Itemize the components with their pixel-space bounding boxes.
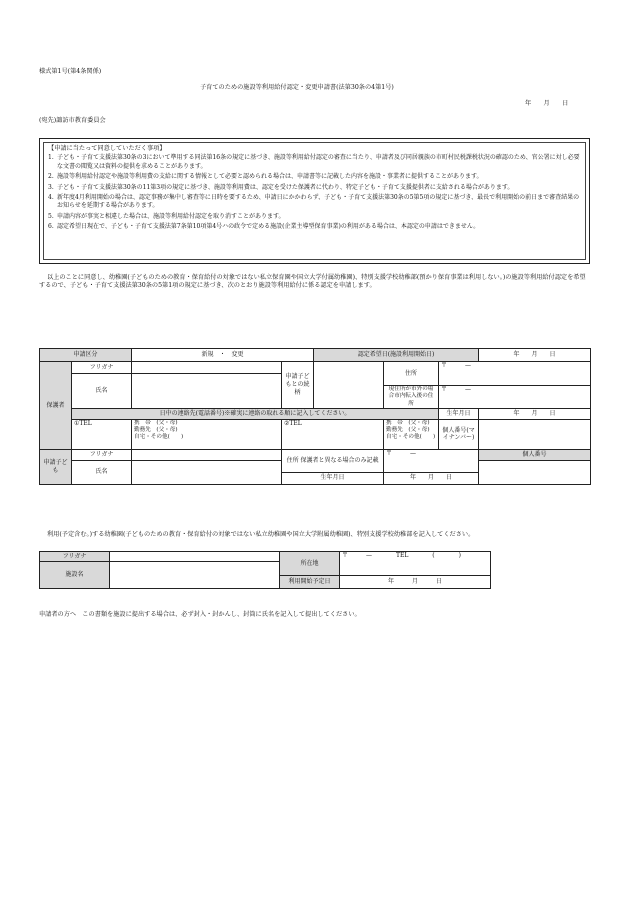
guardian-birth-field[interactable]: 年 月 日 — [479, 408, 591, 419]
notice-item: 1. 子ども・子育て支援法第30条の3において準用する同法第16条の規定に基づき、施設等利用給付認定の審査に当たり、申請者及び同居親族の市町村民税課税状況の確認のため、官公署に対し必要な文書の閲覧又は資料の提供を求めることがあります。 — [48, 154, 580, 170]
notice-item: 6. 認定希望日現在で、子ども・子育て支援法第7条第10項第4号ハの政令で定める施設(企業主導型保育事業)の利用がある場合は、本認定の申請はできません。 — [48, 223, 480, 231]
facility-name-label: 施設名 — [40, 562, 110, 589]
form-title: 子育てのための施設等利用給付認定・変更申請書(法第30条の4第1号) — [200, 84, 394, 91]
date-line: 年 月 日 — [525, 100, 569, 107]
child-name-field[interactable] — [132, 460, 282, 484]
guardian-address-field[interactable]: 〒 — — [439, 362, 591, 386]
facility-location-label: 所在地 — [280, 552, 340, 576]
tel2-field[interactable]: ②TEL — [282, 419, 384, 449]
consent-notice-box — [39, 138, 590, 264]
desired-date-field[interactable]: 年 月 日 — [479, 349, 591, 362]
guardian-name-label: 氏名 — [72, 374, 132, 409]
facility-intro: 利用(予定含む。)する幼稚園(子どものための教育・保育給付の対象ではない私立幼稚園や国立大学附属幼稚園)、特別支援学校幼稚部を記入してください。 — [47, 531, 475, 538]
child-birth-label: 生年月日 — [282, 472, 384, 484]
start-date-field[interactable]: 年 月 日 — [340, 576, 491, 589]
notice-item: 3. 子ども・子育て支援法第30条の11第3項の規定に基づき、施設等利用費は、認定を受けた保護者に代わり、特定子ども・子育て支援提供者に支給される場合があります。 — [48, 183, 514, 191]
addressee: (宛先)諏訪市教育委員会 — [39, 117, 106, 124]
facility-name-field[interactable] — [110, 562, 280, 589]
relation-label: 申請子どもとの続柄 — [282, 362, 314, 409]
child-personal-number-field[interactable] — [479, 460, 591, 484]
application-table — [39, 348, 591, 485]
child-birth-field[interactable]: 年 月 日 — [384, 472, 479, 484]
facility-location-field[interactable]: 〒 — TEL ( ) — [340, 552, 491, 576]
relation-field[interactable] — [314, 362, 384, 409]
footer-note: 申請者の方へ この書類を施設に提出する場合は、必ず封入・封かんし、封筒に氏名を記入して提出してください。 — [39, 611, 361, 618]
tel1-field[interactable]: ①TEL — [72, 419, 132, 449]
desired-date-label: 認定希望日(施設利用開始日) — [314, 349, 479, 362]
tel2-type[interactable]: 携 帯 (父・母) 勤務先 (父・母) 自宅・その他( ) — [384, 419, 439, 449]
guardian-label: 保護者 — [40, 362, 72, 450]
facility-table — [39, 551, 491, 589]
child-address-field[interactable]: 〒 — — [384, 449, 479, 472]
guardian-birth-label: 生年月日 — [439, 408, 479, 419]
child-label: 申請子ども — [40, 449, 72, 484]
notice-item: 4. 新年度4月利用開始の場合は、認定事務が集中し審査等に日時を要するため、申請日にかかわらず、子ども・子育て支援法第30条の5第5項の規定に基づき、最長で利用開始の前日まで審査結果のお知らせを延期する場合があります。 — [48, 193, 580, 210]
facility-furigana-label: フリガナ — [40, 552, 110, 562]
facility-furigana-field[interactable] — [110, 552, 280, 562]
notice-heading: 【申請に当たって同意していただく事項】 — [48, 145, 166, 152]
guardian-address-label: 住所 — [384, 362, 439, 386]
notice-item: 5. 申請内容が事実と相違した場合は、施設等利用給付認定を取り消すことがあります。 — [48, 212, 285, 220]
child-address-label: 住所 保護者と異なる場合のみ記載 — [282, 449, 384, 472]
child-personal-number-label: 個人番号 — [479, 449, 591, 460]
application-type-value[interactable]: 新規 ・ 変更 — [132, 349, 314, 362]
mynumber-label: 個人番号(マイナンバー) — [439, 419, 479, 449]
child-furigana-label: フリガナ — [72, 449, 132, 460]
start-date-label: 利用開始予定日 — [280, 576, 340, 589]
notice-item: 2. 施設等利用給付認定や施設等利用費の支給に関する情報として必要と認められる場合は、申請書等に記載した内容を施設・事業者に提供することがあります。 — [48, 173, 483, 181]
form-number: 様式第1号(第4条関係) — [39, 68, 102, 75]
outside-address-field[interactable]: 〒 — — [439, 386, 591, 409]
guardian-name-field[interactable] — [132, 374, 282, 409]
application-intro: 以上のことに同意し、幼稚園(子どものための教育・保育給付の対象ではない私立保育園や国立大学付属幼稚園)、特別支援学校幼稚部(預かり保育事業は利用しない。)の施設等利用給付認定を希望するので、子ども・子育て支援法第30条の5第1項の規定に基づき、次のとおり施設等利用給付に係る認定を申請します。 — [39, 274, 586, 290]
child-name-label: 氏名 — [72, 460, 132, 484]
guardian-furigana-field[interactable] — [132, 362, 282, 374]
guardian-furigana-label: フリガナ — [72, 362, 132, 374]
daytime-contact-note: 日中の連絡先(電話番号)※確実に連絡の取れる順に記入してください。 — [72, 408, 439, 419]
child-furigana-field[interactable] — [132, 449, 282, 460]
application-type-label: 申請区分 — [40, 349, 132, 362]
outside-address-label: 現住所が市外の場合市内転入後の住所 — [384, 386, 439, 409]
mynumber-field[interactable] — [479, 419, 591, 449]
tel1-type[interactable]: 携 帯 (父・母) 勤務先 (父・母) 自宅・その他( ) — [132, 419, 282, 449]
